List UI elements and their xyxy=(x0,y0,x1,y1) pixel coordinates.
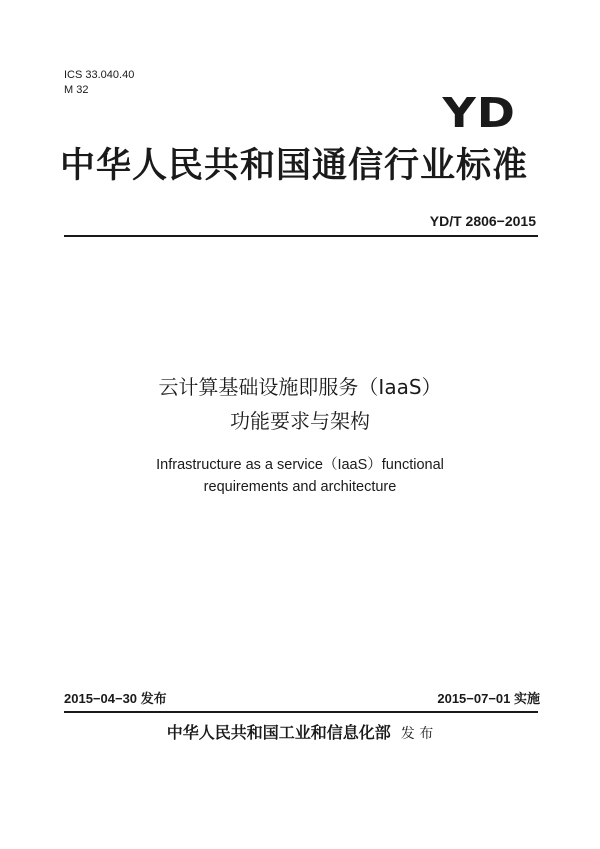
classification-codes xyxy=(64,68,134,98)
title-cn-line1: 云计算基础设施即服务（IaaS） xyxy=(158,375,442,399)
ccs-code: M 32 xyxy=(64,84,89,96)
header-divider xyxy=(64,235,538,237)
implementation-date: 2015−07−01 实施 xyxy=(437,691,540,706)
standard-title: 中华人民共和国通信行业标准 xyxy=(60,146,529,186)
publisher-name: 中华人民共和国工业和信息化部 xyxy=(166,723,391,742)
ics-code: ICS 33.040.40 xyxy=(64,69,135,81)
title-cn-line2: 功能要求与架构 xyxy=(230,409,370,433)
publisher-label: 发 布 xyxy=(400,726,434,742)
standard-number: YD/T 2806−2015 xyxy=(429,213,536,229)
footer-divider xyxy=(64,711,538,713)
issue-date: 2015−04−30 发布 xyxy=(64,691,167,706)
yd-logo: YD xyxy=(442,88,516,137)
title-en-line2: requirements and architecture xyxy=(203,479,397,495)
publisher xyxy=(0,720,600,743)
title-en-line1: Infrastructure as a service（IaaS）functional xyxy=(156,457,444,473)
